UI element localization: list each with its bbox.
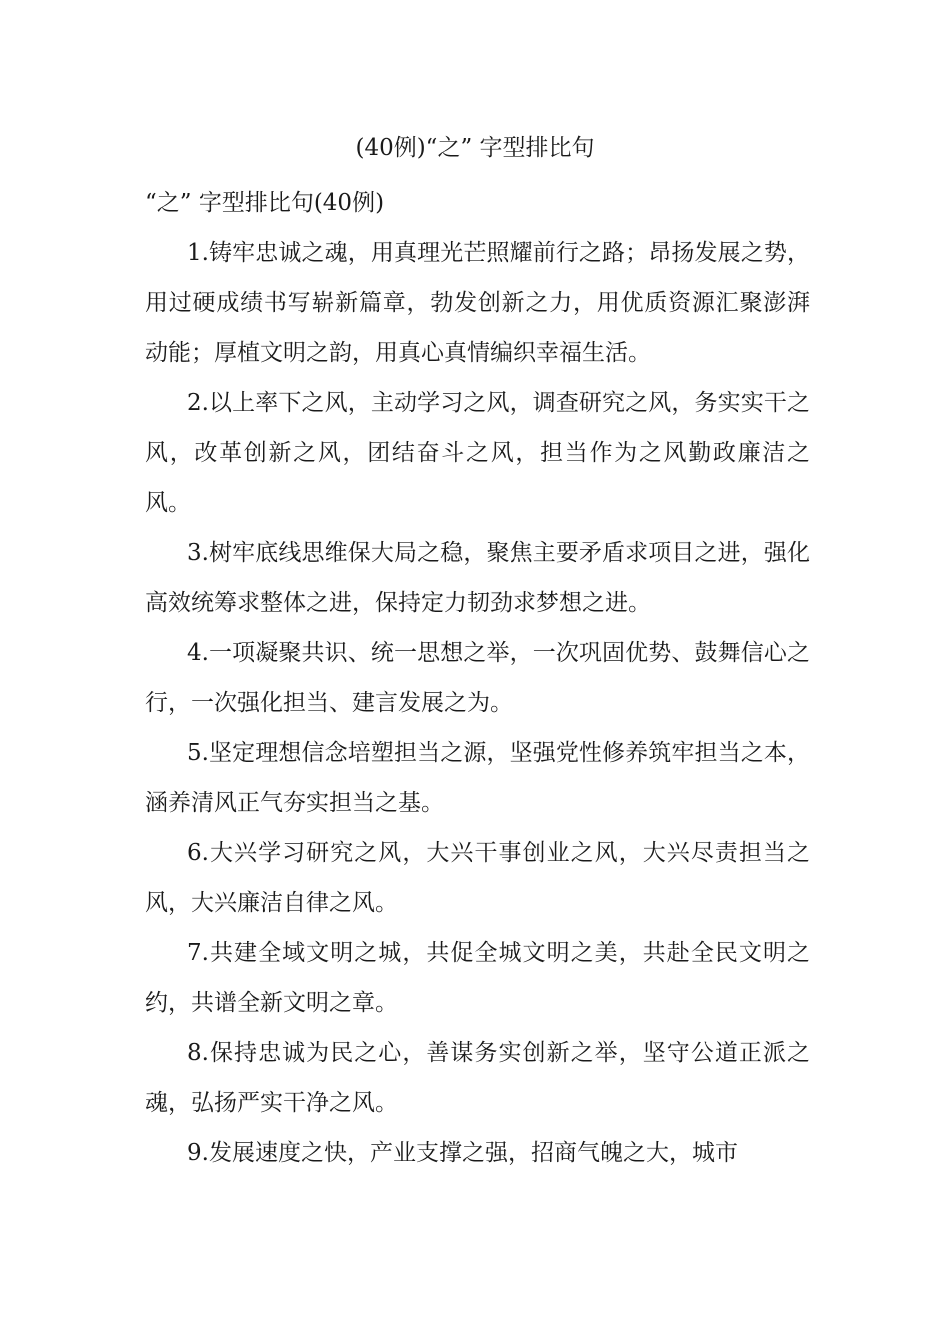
paragraph-5: 5.坚定理想信念培塑担当之源，坚强党性修养筑牢担当之本，涵养清风正气夯实担当之基。: [145, 740, 810, 816]
document-title: (40例)“之” 字型排比句: [355, 135, 595, 161]
paragraph-7: 7.共建全域文明之城，共促全城文明之美，共赴全民文明之约，共谱全新文明之章。: [145, 940, 810, 1016]
paragraph-2: 2.以上率下之风，主动学习之风，调查研究之风，务实实干之风，改革创新之风，团结奋斗之风，担当作为之风勤政廉洁之风。: [145, 390, 810, 516]
paragraph-8: 8.保持忠诚为民之心，善谋务实创新之举，坚守公道正派之魂，弘扬严实干净之风。: [145, 1040, 810, 1116]
paragraph-6: 6.大兴学习研究之风，大兴干事创业之风，大兴尽责担当之风，大兴廉洁自律之风。: [145, 840, 810, 916]
document-body: [145, 178, 810, 1178]
paragraph-3: 3.树牢底线思维保大局之稳，聚焦主要矛盾求项目之进，强化高效统筹求整体之进，保持定力韧劲求梦想之进。: [145, 540, 810, 616]
paragraph-4: 4.一项凝聚共识、统一思想之举，一次巩固优势、鼓舞信心之行，一次强化担当、建言发展之为。: [145, 640, 810, 716]
paragraph-1: 1.铸牢忠诚之魂，用真理光芒照耀前行之路；昂扬发展之势，用过硬成绩书写崭新篇章，勃发创新之力，用优质资源汇聚澎湃动能；厚植文明之韵，用真心真情编织幸福生活。: [145, 240, 810, 366]
paragraph-9: 9.发展速度之快，产业支撑之强，招商气魄之大，城市: [187, 1140, 738, 1166]
document-subtitle: “之” 字型排比句(40例): [145, 190, 385, 216]
